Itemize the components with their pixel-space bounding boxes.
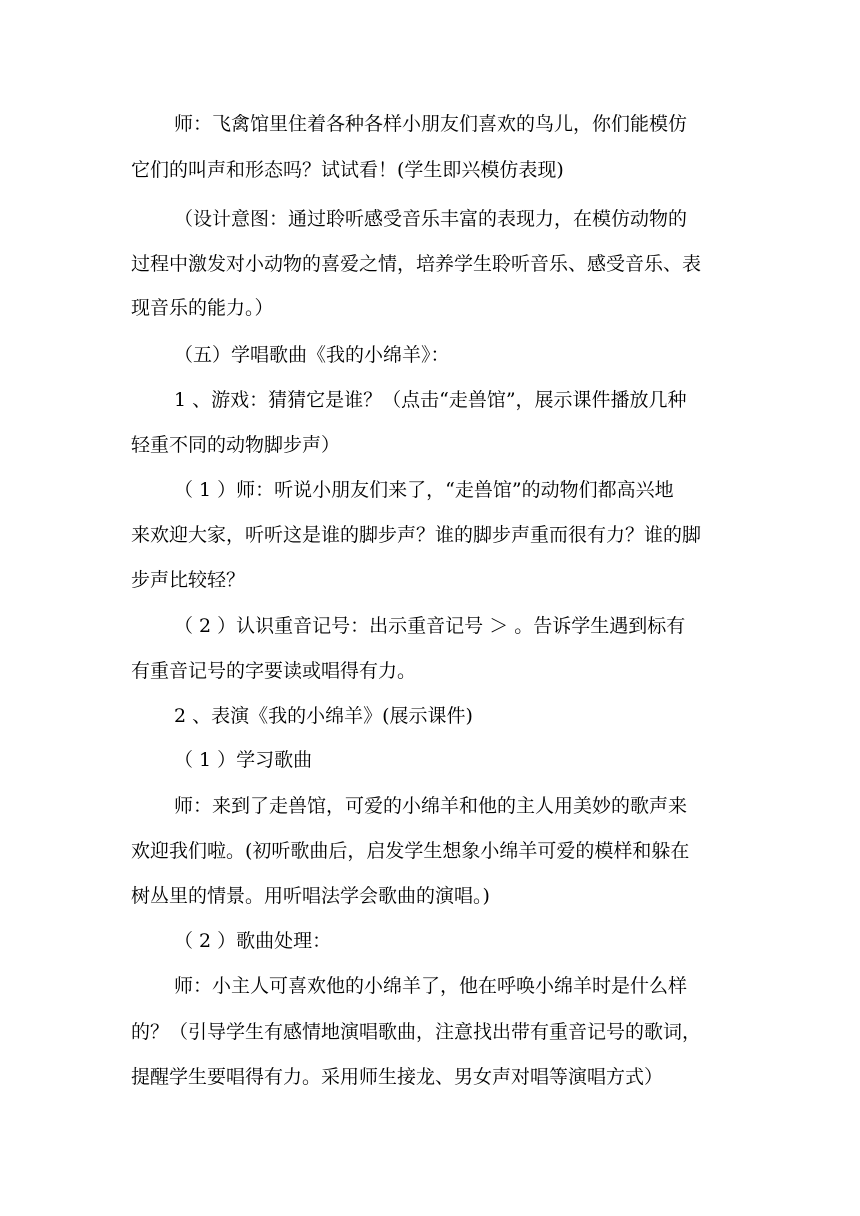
text-line: 2 、表演《我的小绵羊》(展示课件) [174,705,473,727]
text-line: 师：小主人可喜欢他的小绵羊了，他在呼唤小绵羊时是什么样 [174,975,688,997]
text-line: 欢迎我们啦。(初听歌曲后，启发学生想象小绵羊可爱的模样和躲在 [131,840,690,862]
text-line: （ 1 ）师：听说小朋友们来了，“走兽馆”的动物们都高兴地 [174,479,674,501]
text-line: 1 、游戏：猜猜它是谁？（点击“走兽馆”，展示课件播放几种 [174,389,687,411]
text-line: 步声比较轻？ [131,569,246,591]
text-line: 有重音记号的字要读或唱得有力。 [131,660,417,682]
text-line: 师：来到了走兽馆，可爱的小绵羊和他的主人用美妙的歌声来 [174,795,688,817]
text-line: （ 2 ）歌曲处理： [174,930,332,952]
text-line: 它们的叫声和形态吗？试试看！(学生即兴模仿表现) [131,159,564,181]
text-line: 来欢迎大家，听听这是谁的脚步声？谁的脚步声重而很有力？谁的脚 [131,524,702,546]
text-line: 现音乐的能力。） [131,297,274,319]
text-line: 树丛里的情景。用听唱法学会歌曲的演唱。) [131,885,490,907]
text-line: （ 2 ）认识重音记号：出示重音记号 ＞ 。告诉学生遇到标有 [174,615,686,637]
text-line: （ 1 ）学习歌曲 [174,749,313,771]
text-line: 轻重不同的动物脚步声） [131,434,341,456]
section-heading: （五）学唱歌曲《我的小绵羊》： [174,344,450,366]
text-line: 过程中激发对小动物的喜爱之情，培养学生聆听音乐、感受音乐、表 [131,253,702,275]
text-line: 的？（引导学生有感情地演唱歌曲，注意找出带有重音记号的歌词， [131,1021,702,1043]
text-line: 提醒学生要唱得有力。采用师生接龙、男女声对唱等演唱方式） [131,1066,664,1088]
text-line: 师：飞禽馆里住着各种各样小朋友们喜欢的鸟儿，你们能模仿 [174,113,688,135]
text-line: （设计意图：通过聆听感受音乐丰富的表现力，在模仿动物的 [174,208,688,230]
